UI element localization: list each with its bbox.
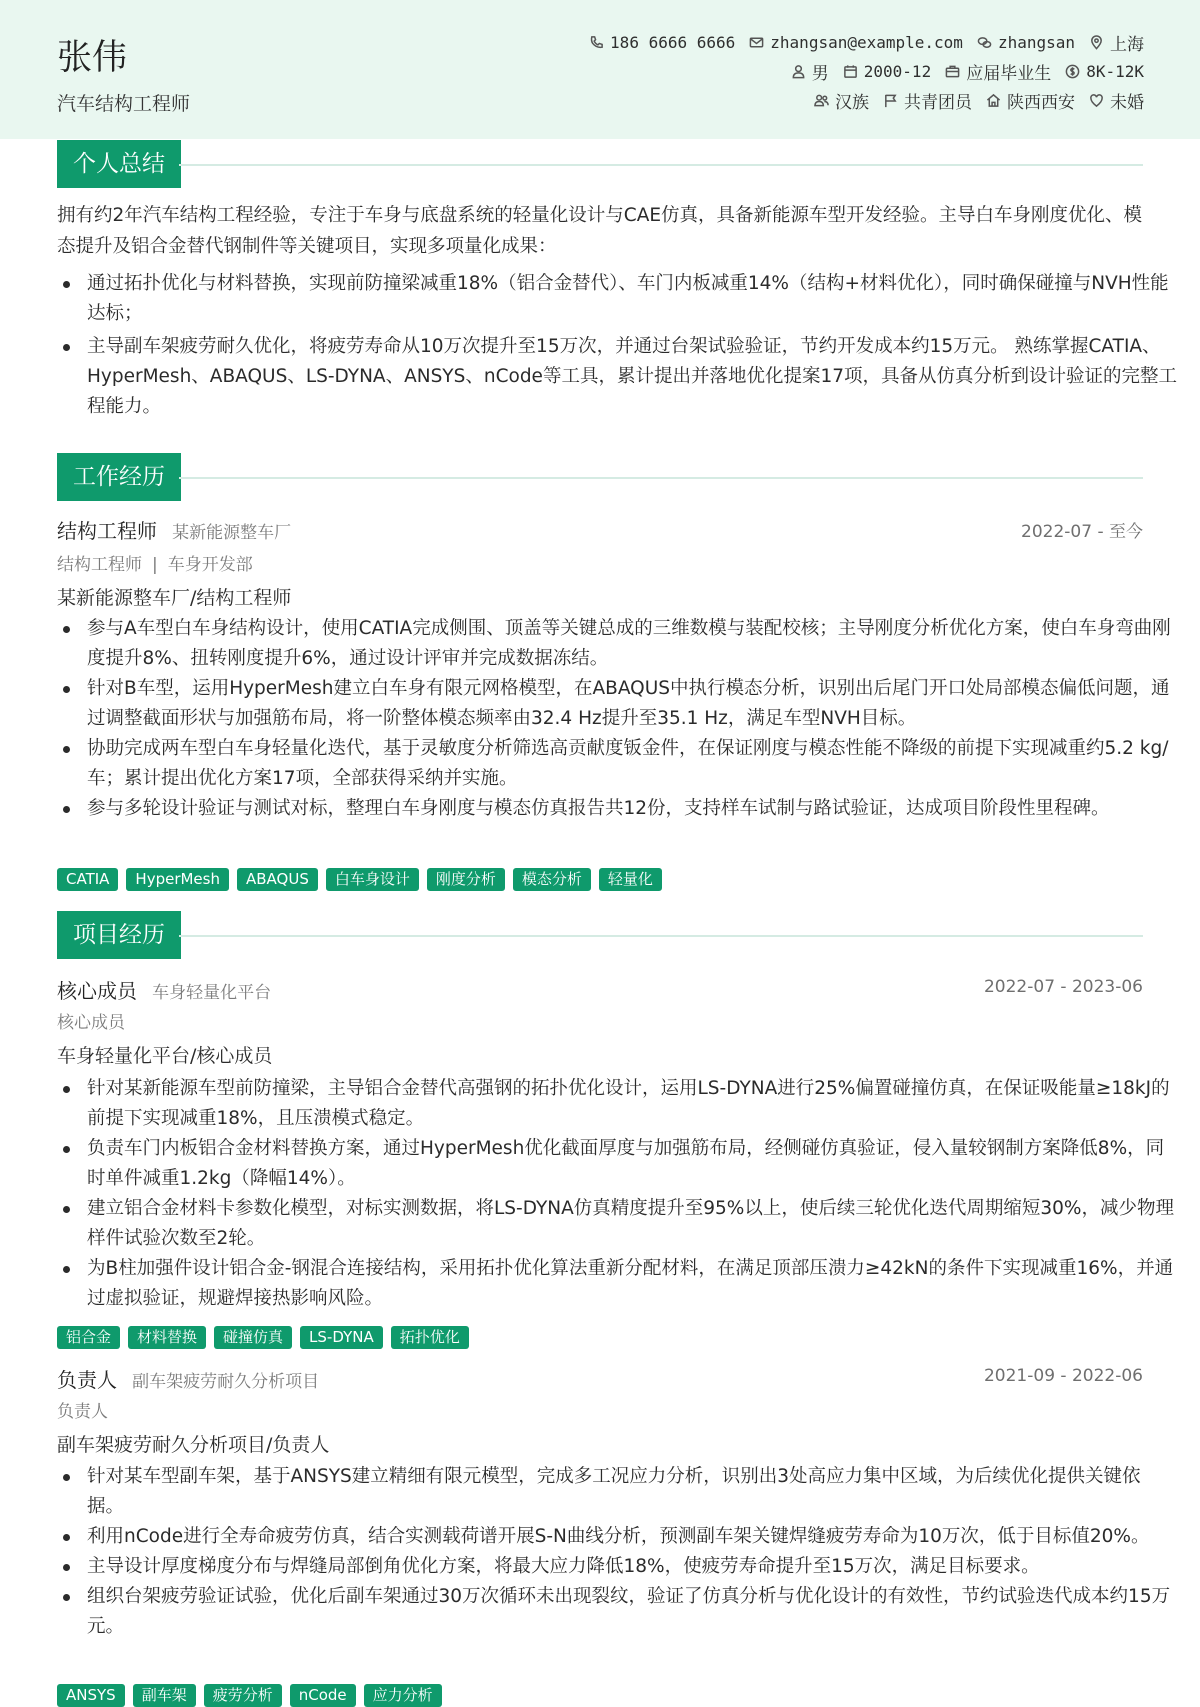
skill-tag: HyperMesh (126, 868, 229, 891)
contact-row-2 (791, 59, 1144, 84)
skill-tag: 疲劳分析 (204, 1684, 282, 1707)
skill-tag: nCode (290, 1684, 356, 1707)
section-work (57, 453, 1143, 501)
project-name: 副车架疲劳耐久分析项目 (132, 1372, 320, 1392)
gender-text: 男 (811, 64, 829, 84)
project-entry-head (57, 975, 1143, 1003)
hometown-text: 陕西西安 (1007, 93, 1075, 113)
project-bullets (57, 1074, 1177, 1314)
skill-tag: 白车身设计 (326, 868, 419, 891)
skill-tag: LS-DYNA (300, 1326, 383, 1349)
work-role: 结构工程师 (57, 519, 157, 543)
project-tags (57, 1326, 469, 1349)
work-company-line: 某新能源整车厂/结构工程师 (57, 587, 292, 609)
project-role: 负责人 (57, 1368, 117, 1392)
section-summary (57, 140, 1143, 188)
work-subline (57, 550, 253, 575)
skill-tag: ABAQUS (237, 868, 318, 891)
project-role: 核心成员 (57, 979, 137, 1003)
list-item: 针对某新能源车型前防撞梁，主导铝合金替代高强钢的拓扑优化设计，运用LS-DYNA进行25%偏置碰撞仿真，在保证吸能量≥18kJ的前提下实现减重18%，且压溃模式稳定。 (87, 1074, 1177, 1134)
list-item: 针对某车型副车架，基于ANSYS建立精细有限元模型，完成多工况应力分析，识别出3处高应力集中区域，为后续优化提供关键依据。 (87, 1462, 1177, 1522)
list-item: 建立铝合金材料卡参数化模型，对标实测数据，将LS-DYNA仿真精度提升至95%以上，使后续三轮优化迭代周期缩短30%，减少物理样件试验次数至2轮。 (87, 1194, 1177, 1254)
skill-tag: 轻量化 (599, 868, 662, 891)
list-item: 负责车门内板铝合金材料替换方案，通过HyperMesh优化截面厚度与加强筋布局，经侧碰仿真验证，侵入量较钢制方案降低8%，同时单件减重1.2kg（降幅14%）。 (87, 1134, 1177, 1194)
skill-tag: 刚度分析 (427, 868, 505, 891)
hometown-item (986, 88, 1075, 113)
gender-item (791, 59, 829, 84)
phone-item[interactable] (589, 33, 735, 52)
skill-tag: 铝合金 (57, 1326, 120, 1349)
email-item[interactable] (749, 33, 963, 52)
user-icon (791, 64, 806, 79)
contact-row-1 (589, 30, 1144, 55)
project-subline: 负责人 (57, 1402, 108, 1422)
phone-text: 186 6666 6666 (610, 33, 736, 52)
ethnicity-text: 汉族 (835, 93, 869, 113)
skill-tag: 拓扑优化 (391, 1326, 469, 1349)
salary-item (1065, 62, 1144, 81)
list-item: 协助完成两车型白车身轻量化迭代，基于灵敏度分析筛选高贡献度钣金件，在保证刚度与模态性能不降级的前提下实现减重约5.2 kg/车；累计提出优化方案17项，全部获得采纳并实施。 (87, 734, 1177, 794)
summary-bullets (57, 269, 1177, 422)
marital-text: 未婚 (1110, 93, 1144, 113)
birth-text: 2000-12 (863, 62, 932, 81)
skill-tag: 碰撞仿真 (214, 1326, 292, 1349)
list-item: 参与多轮设计验证与测试对标，整理白车身刚度与模态仿真报告共12份，支持样车试制与路试验证，达成项目阶段性里程碑。 (87, 794, 1177, 824)
skill-tag: CATIA (57, 868, 118, 891)
contact-row-3 (814, 88, 1144, 113)
location-pin-icon (1089, 35, 1104, 50)
list-item: 主导副车架疲劳耐久优化，将疲劳寿命从10万次提升至15万次，并通过台架试验验证，节约开发成本约15万元。 熟练掌握CATIA、HyperMesh、ABAQUS、LS-DYNA、ANSYS、nCode等工具，累计提出并落地优化提案17项，具备从仿真分析到设计验证的完整工程能力。 (87, 332, 1177, 422)
work-tags (57, 868, 662, 891)
skill-tag: 副车架 (133, 1684, 196, 1707)
project-bullets (57, 1462, 1177, 1642)
marital-item (1089, 88, 1144, 113)
list-item: 组织台架疲劳验证试验，优化后副车架通过30万次循环未出现裂纹，验证了仿真分析与优化设计的有效性，节约试验迭代成本约15万元。 (87, 1582, 1177, 1642)
status-item (945, 59, 1051, 84)
resume-header (0, 0, 1200, 139)
work-entry-head (57, 515, 1143, 543)
candidate-title: 汽车结构工程师 (57, 93, 191, 115)
summary-intro: 拥有约2年汽车结构工程经验，专注于车身与底盘系统的轻量化设计与CAE仿真，具备新能源车型开发经验。主导白车身刚度优化、模态提升及铝合金替代钢制件等关键项目，实现多项量化成果： (57, 205, 1143, 257)
section-title-work: 工作经历 (57, 453, 181, 501)
list-item: 通过拓扑优化与材料替换，实现前防撞梁减重18%（铝合金替代）、车门内板减重14%（结构+材料优化），同时确保碰撞与NVH性能达标； (87, 269, 1177, 329)
political-item (883, 88, 972, 113)
flag-icon (883, 93, 898, 108)
salary-text: 8K-12K (1086, 62, 1144, 81)
project-name: 车身轻量化平台 (152, 983, 272, 1003)
candidate-name: 张伟 (57, 38, 128, 78)
briefcase-icon (945, 64, 960, 79)
section-title-summary: 个人总结 (57, 140, 181, 188)
money-icon (1065, 64, 1080, 79)
wechat-icon (977, 35, 992, 50)
work-sub-dept: 车身开发部 (167, 555, 253, 575)
calendar-icon (843, 64, 858, 79)
section-divider (179, 935, 1143, 937)
email-text: zhangsan@example.com (770, 33, 963, 52)
home-icon (986, 93, 1001, 108)
section-projects (57, 911, 1143, 959)
project-date: 2022-07 - 2023-06 (983, 977, 1143, 997)
project-line: 车身轻量化平台/核心成员 (57, 1045, 273, 1067)
wechat-item[interactable] (977, 33, 1075, 52)
list-item: 利用nCode进行全寿命疲劳仿真，结合实测载荷谱开展S-N曲线分析，预测副车架关键焊缝疲劳寿命为10万次，低于目标值20%。 (87, 1522, 1177, 1552)
project-entry-head (57, 1364, 1143, 1392)
location-text: 上海 (1110, 35, 1144, 55)
status-text: 应届毕业生 (966, 64, 1052, 84)
heart-icon (1089, 93, 1104, 108)
mail-icon (749, 35, 764, 50)
skill-tag: ANSYS (57, 1684, 125, 1707)
project-tags (57, 1684, 442, 1707)
skill-tag: 材料替换 (128, 1326, 206, 1349)
project-date: 2021-09 - 2022-06 (983, 1366, 1143, 1386)
work-sub-role: 结构工程师 (57, 555, 142, 575)
list-item: 主导设计厚度梯度分布与焊缝局部倒角优化方案，将最大应力降低18%，使疲劳寿命提升至15万次，满足目标要求。 (87, 1552, 1177, 1582)
users-icon (814, 93, 829, 108)
work-org: 某新能源整车厂 (172, 523, 292, 543)
wechat-text: zhangsan (997, 33, 1075, 52)
list-item: 针对B车型，运用HyperMesh建立白车身有限元网格模型，在ABAQUS中执行模态分析，识别出后尾门开口处局部模态偏低问题，通过调整截面形状与加强筋布局，将一阶整体模态频率由32.4 Hz提升至35.1 Hz，满足车型NVH目标。 (87, 674, 1177, 734)
project-line: 副车架疲劳耐久分析项目/负责人 (57, 1434, 330, 1456)
birth-item (843, 62, 931, 81)
project-subline: 核心成员 (57, 1013, 125, 1033)
list-item: 为B柱加强件设计铝合金-钢混合连接结构，采用拓扑优化算法重新分配材料，在满足顶部压溃力≥42kN的条件下实现减重16%，并通过虚拟验证，规避焊接热影响风险。 (87, 1254, 1177, 1314)
section-divider (179, 477, 1143, 479)
work-date: 2022-07 - 至今 (1021, 522, 1143, 542)
skill-tag: 模态分析 (513, 868, 591, 891)
section-title-projects: 项目经历 (57, 911, 181, 959)
ethnicity-item (814, 88, 869, 113)
location-item (1089, 30, 1144, 55)
list-item: 参与A车型白车身结构设计，使用CATIA完成侧围、顶盖等关键总成的三维数模与装配校核；主导刚度分析优化方案，使白车身弯曲刚度提升8%、扭转刚度提升6%，通过设计评审并完成数据冻结。 (87, 614, 1177, 674)
work-bullets (57, 614, 1177, 824)
skill-tag: 应力分析 (364, 1684, 442, 1707)
section-divider (179, 164, 1143, 166)
phone-icon (589, 35, 604, 50)
political-text: 共青团员 (904, 93, 972, 113)
separator: | (152, 555, 158, 575)
